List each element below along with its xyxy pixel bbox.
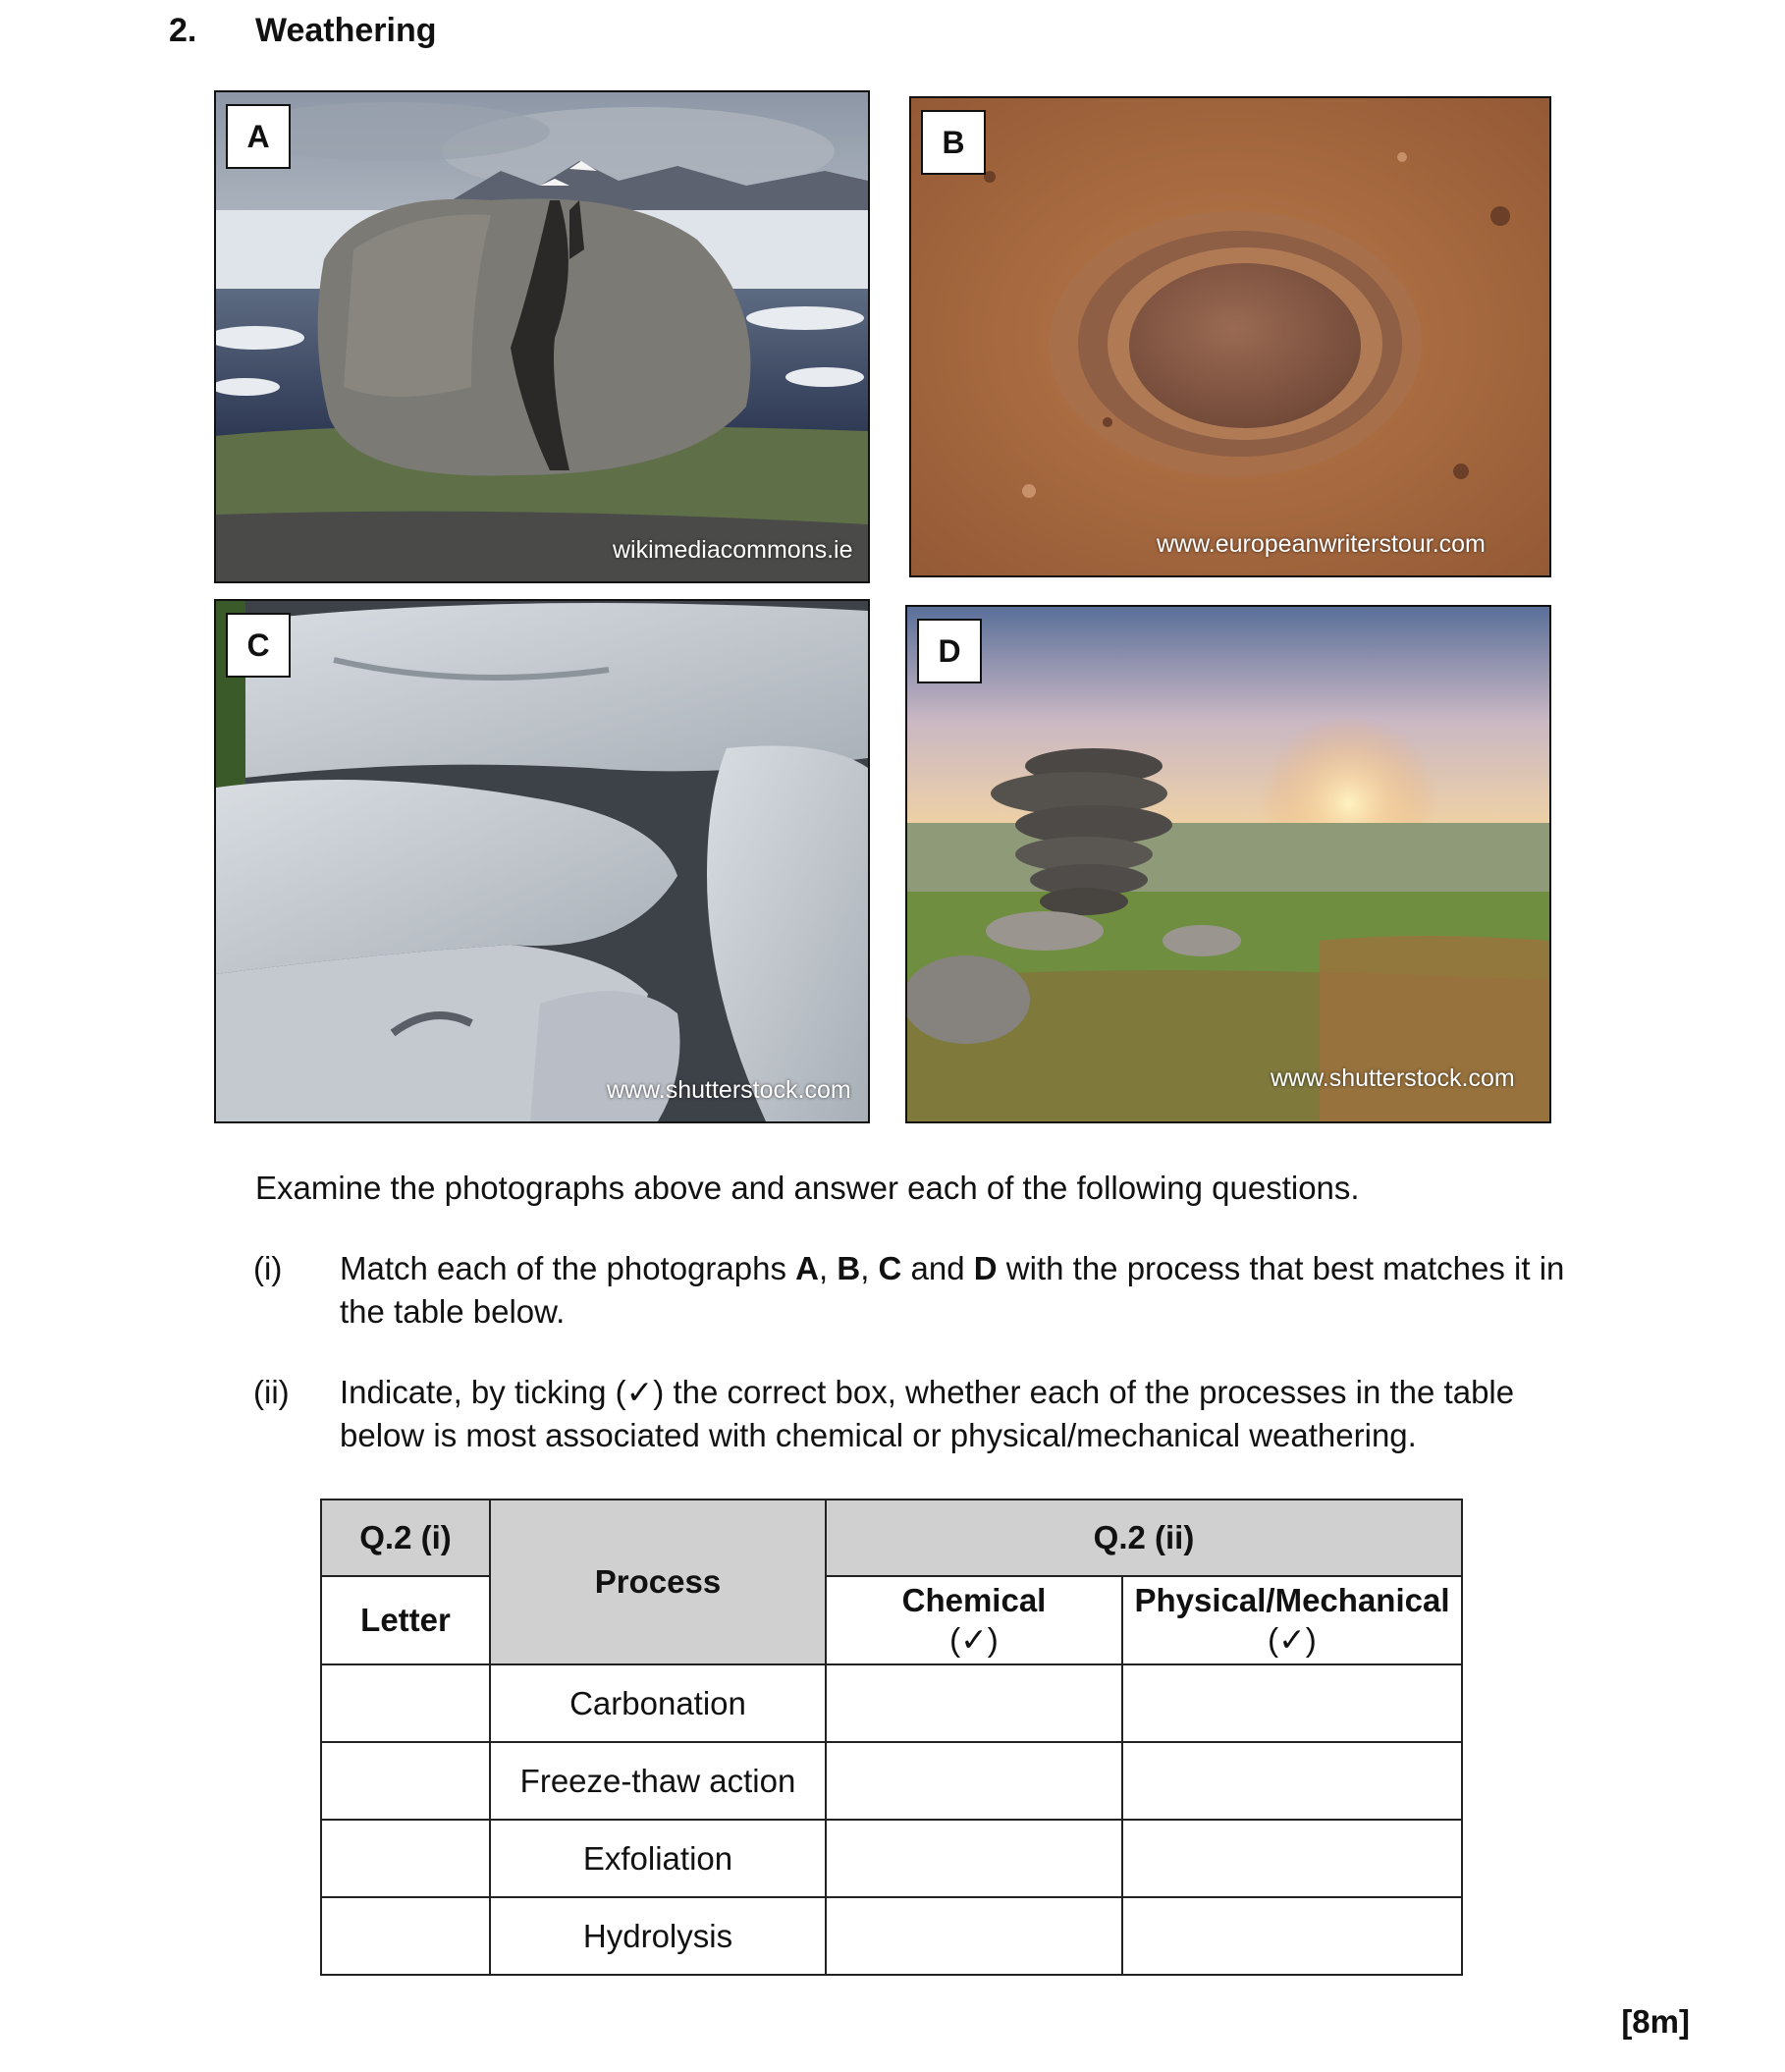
process-cell: Carbonation [490, 1664, 826, 1742]
marks-total: [8m] [1621, 2003, 1690, 2040]
physical-tick-cell[interactable] [1122, 1742, 1462, 1820]
photo-d [905, 605, 1551, 1123]
letter-cell[interactable] [321, 1897, 490, 1975]
table-row [321, 1664, 1462, 1742]
photo-d-credit: www.shutterstock.com [1271, 1064, 1515, 1092]
header-physical-cell [1122, 1576, 1462, 1664]
photo-c [214, 599, 870, 1123]
process-cell: Freeze-thaw action [490, 1742, 826, 1820]
header-chemical: Chemical [901, 1582, 1047, 1618]
question-title: Weathering [255, 12, 437, 49]
photo-d-image [907, 607, 1549, 1121]
part-ii-text: Indicate, by ticking (✓) the correct box, whether each of the processes in the table below is most associated with chemical or physical/mechanical weathering. [340, 1374, 1515, 1453]
photo-b-label: B [921, 110, 986, 175]
header-letter: Letter [321, 1576, 490, 1664]
process-cell: Exfoliation [490, 1820, 826, 1897]
chemical-tick-cell[interactable] [826, 1742, 1122, 1820]
photo-a-label: A [226, 104, 291, 169]
answer-table [320, 1499, 1463, 1976]
table-row [321, 1897, 1462, 1975]
letter-cell[interactable] [321, 1742, 490, 1820]
photo-c-image [216, 601, 868, 1121]
physical-tick-cell[interactable] [1122, 1897, 1462, 1975]
part-ii-label: (ii) [253, 1374, 290, 1410]
photo-a-image [216, 92, 868, 581]
photo-a-credit: wikimediacommons.ie [613, 536, 853, 564]
photo-c-label: C [226, 613, 291, 678]
photo-d-label: D [917, 619, 982, 683]
header-chemical-cell [826, 1576, 1122, 1664]
letter-cell[interactable] [321, 1820, 490, 1897]
photo-a [214, 90, 870, 583]
process-cell: Hydrolysis [490, 1897, 826, 1975]
part-i-text: Match each of the photographs A, B, C and D with the process that best matches it in the table below. [340, 1250, 1565, 1330]
chemical-tick-cell[interactable] [826, 1820, 1122, 1897]
header-process: Process [490, 1499, 826, 1664]
physical-tick-cell[interactable] [1122, 1664, 1462, 1742]
photo-b [909, 96, 1551, 577]
header-q2i: Q.2 (i) [321, 1499, 490, 1576]
intro-text: Examine the photographs above and answer each of the following questions. [255, 1170, 1360, 1206]
letter-cell[interactable] [321, 1664, 490, 1742]
table-row [321, 1820, 1462, 1897]
question-number: 2. [169, 12, 197, 49]
photo-b-image [911, 98, 1549, 575]
photo-c-credit: www.shutterstock.com [607, 1076, 851, 1104]
header-q2ii: Q.2 (ii) [826, 1499, 1462, 1576]
part-i-label: (i) [253, 1250, 283, 1286]
header-chemical-tick: (✓) [949, 1621, 999, 1658]
header-physical-tick: (✓) [1268, 1621, 1317, 1658]
photo-b-credit: www.europeanwriterstour.com [1157, 530, 1486, 558]
chemical-tick-cell[interactable] [826, 1664, 1122, 1742]
physical-tick-cell[interactable] [1122, 1820, 1462, 1897]
chemical-tick-cell[interactable] [826, 1897, 1122, 1975]
header-physical: Physical/Mechanical [1134, 1582, 1450, 1618]
table-row [321, 1742, 1462, 1820]
